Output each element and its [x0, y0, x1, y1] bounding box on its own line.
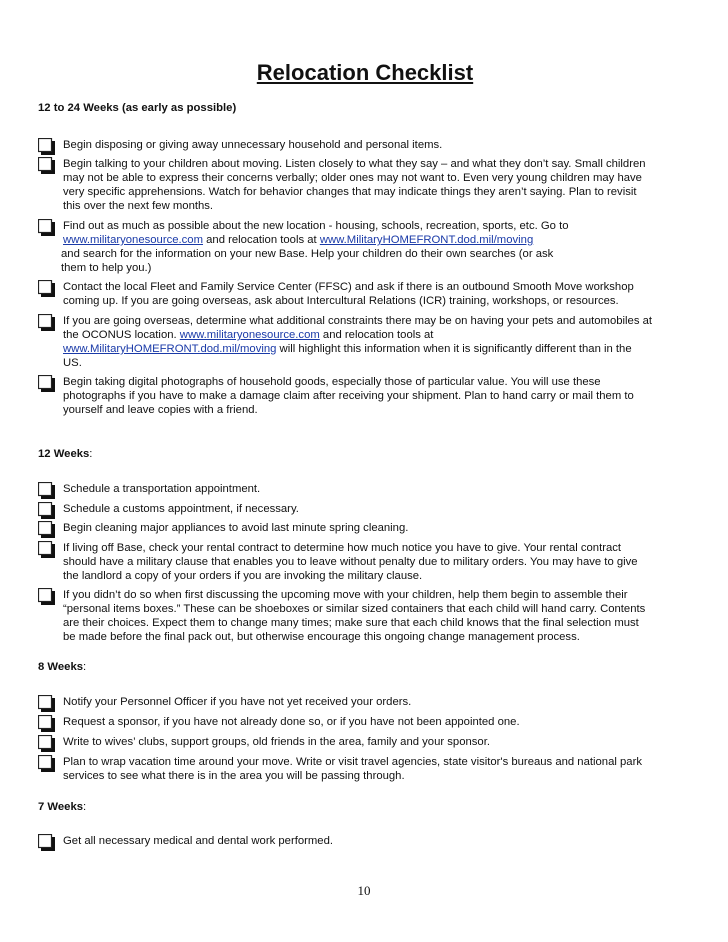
- checklist-item[interactable]: If you are going overseas, determine what additional constraints there may be on having your pets and automobiles at the OCONUS location. www.militaryonesource.com and relocation tools at www.MilitaryHOMEFRONT.dod.mil/moving will highlight this information when it is significantly different than in the US.: [38, 314, 690, 370]
- page-number: 10: [357, 883, 371, 898]
- section-heading-7-weeks: 7 Weeks:: [38, 801, 87, 813]
- checklist-item[interactable]: Get all necessary medical and dental work performed.: [38, 834, 690, 848]
- checkbox-icon[interactable]: [38, 588, 55, 605]
- checkbox-icon[interactable]: [38, 755, 55, 772]
- checklist-item[interactable]: Begin cleaning major appliances to avoid last minute spring cleaning.: [38, 521, 690, 535]
- checkbox-icon[interactable]: [38, 219, 55, 236]
- checkbox-icon[interactable]: [38, 502, 55, 519]
- checklist-item[interactable]: Notify your Personnel Officer if you have not yet received your orders.: [38, 695, 690, 709]
- checkbox-icon[interactable]: [38, 521, 55, 538]
- militaryonesource-link[interactable]: www.militaryonesource.com: [63, 234, 203, 246]
- checklist-item[interactable]: Request a sponsor, if you have not already done so, or if you have not been appointed one.: [38, 715, 690, 729]
- checkbox-icon[interactable]: [38, 695, 55, 712]
- checkbox-icon[interactable]: [38, 715, 55, 732]
- checklist-item[interactable]: Schedule a transportation appointment.: [38, 482, 690, 496]
- checklist-item[interactable]: Schedule a customs appointment, if necessary.: [38, 502, 690, 516]
- checkbox-icon[interactable]: [38, 375, 55, 392]
- checklist-item[interactable]: Find out as much as possible about the new location - housing, schools, recreation, sports, etc. Go to www.militaryonesource.com and relocation tools at www.MilitaryHOMEFRONT.dod.mil/moving and search for the information on your new Base. Help your children do their own searches (or ask them to help you.): [38, 219, 690, 275]
- checkbox-icon[interactable]: [38, 157, 55, 174]
- checklist-item[interactable]: Begin taking digital photographs of household goods, especially those of particular value. You will use these photographs if you have to make a damage claim after receiving your shipment. Plan to hand carry or mail them to yourself and leave copies with a friend.: [38, 375, 690, 417]
- checkbox-icon[interactable]: [38, 482, 55, 499]
- section-heading-8-weeks: 8 Weeks:: [38, 661, 87, 673]
- checkbox-icon[interactable]: [38, 541, 55, 558]
- page-title: Relocation Checklist: [256, 60, 474, 85]
- checklist-item[interactable]: If you didn’t do so when first discussing the upcoming move with your children, help them begin to assemble their “personal items boxes.” These can be shoeboxes or similar sized containers that each child will hand carry. Contents are their choices. Expect them to change many times; make sure that each child knows that the final selection must be made before the final pack out, but otherwise encourage this ongoing change management process.: [38, 588, 690, 644]
- checklist-item[interactable]: Write to wives’ clubs, support groups, old friends in the area, family and your sponsor.: [38, 735, 690, 749]
- militaryhomefront-link[interactable]: www.MilitaryHOMEFRONT.dod.mil/moving: [319, 234, 534, 246]
- checkbox-icon[interactable]: [38, 138, 55, 155]
- section-heading-12-weeks: 12 Weeks:: [38, 448, 93, 460]
- checklist-item[interactable]: Plan to wrap vacation time around your move. Write or visit travel agencies, state visitor's bureaus and national park services to see what there is in the area you will be passing through.: [38, 755, 690, 783]
- checklist-item[interactable]: If living off Base, check your rental contract to determine how much notice you have to give. Your rental contract should have a military clause that enables you to leave without penalty due to military orders. You may have to give the landlord a copy of your orders if you are invoking the military clause.: [38, 541, 690, 583]
- checklist-item[interactable]: Begin disposing or giving away unnecessary household and personal items.: [38, 138, 690, 152]
- checkbox-icon[interactable]: [38, 834, 55, 851]
- section-heading-12-24-weeks: 12 to 24 Weeks (as early as possible): [38, 102, 237, 114]
- checkbox-icon[interactable]: [38, 314, 55, 331]
- checkbox-icon[interactable]: [38, 280, 55, 297]
- checklist-item[interactable]: Contact the local Fleet and Family Service Center (FFSC) and ask if there is an outbound Smooth Move workshop coming up. If you are going overseas, ask about Intercultural Relations (ICR) training, workshops, or resources.: [38, 280, 690, 308]
- militaryonesource-link[interactable]: www.militaryonesource.com: [179, 329, 320, 341]
- militaryhomefront-link[interactable]: www.MilitaryHOMEFRONT.dod.mil/moving: [63, 343, 277, 355]
- checklist-item[interactable]: Begin talking to your children about moving. Listen closely to what they say – and what they don’t say. Small children may not be able to express their concerns verbally; older ones may not want to. Even very young children may have very specific apprehensions. Watch for behavior changes that may indicate things they aren’t saying. Plan to revisit this over the next few months.: [38, 157, 690, 213]
- checkbox-icon[interactable]: [38, 735, 55, 752]
